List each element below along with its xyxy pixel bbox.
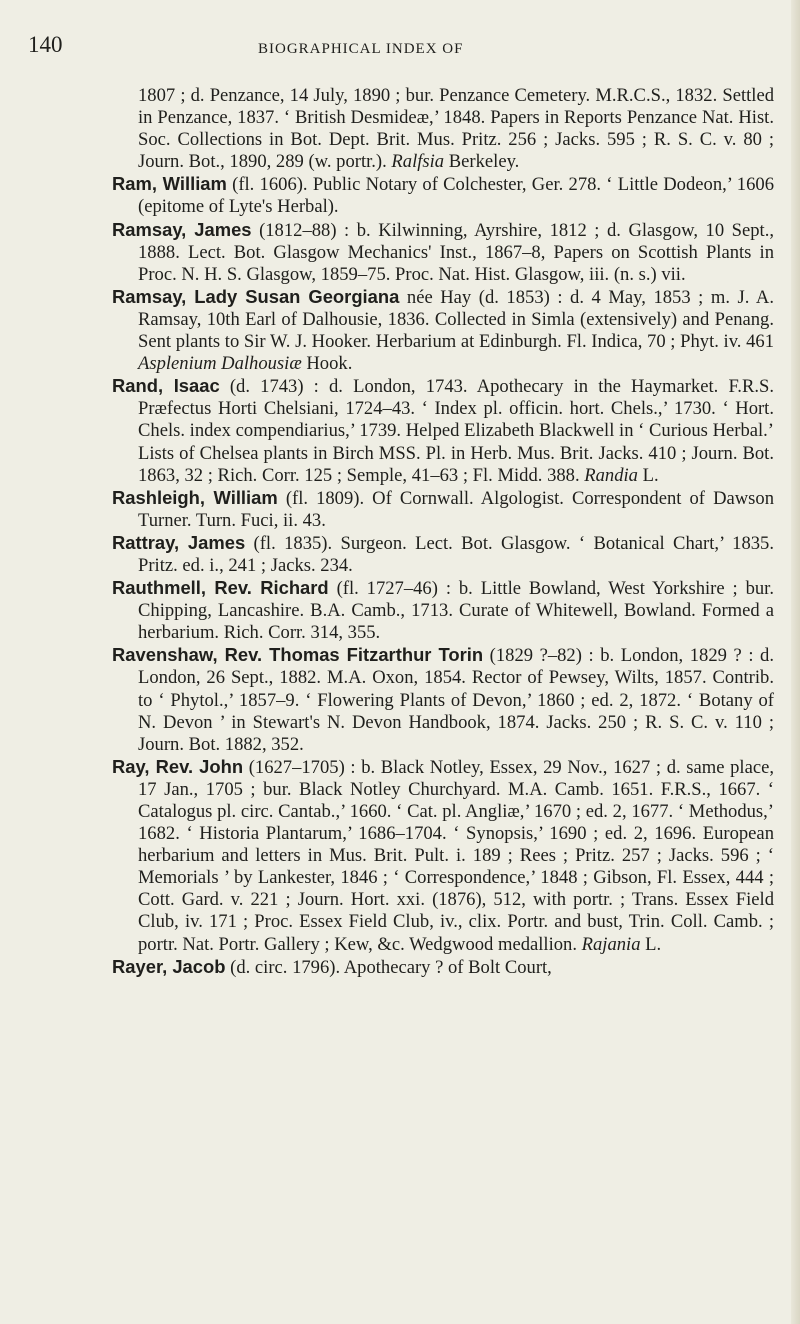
- running-header: BIOGRAPHICAL INDEX OF: [258, 41, 464, 57]
- entry-ravenshaw-thomas: Ravenshaw, Rev. Thomas Fitzarthur Torin (1829 ?–82) : b. London, 1829 ? : d. London, 26 Sept., 1882. M.A. Oxon, 1854. Rector of Pewsey, Wilts, 1857. Contrib. to ‘ Phytol.,’ 1857–9. ‘ Flowering Plants of Devon,’ 1860 ; ed. 2, 1872. ‘ Botany of N. Devon ’ in Stewart's N. Devon Handbook, 1874. Jacks. 250 ; R. S. C. v. 110 ; Journ. Bot. 1882, 352.: [112, 644, 774, 755]
- page-edge-shadow: [791, 0, 800, 1324]
- entry-name: Rattray, James: [112, 531, 246, 553]
- entry-list: [112, 85, 774, 979]
- entry-ramsay-susan: Ramsay, Lady Susan Georgiana née Hay (d. 1853) : d. 4 May, 1853 ; m. J. A. Ramsay, 10th Earl of Dalhousie, 1836. Collected in Simla (extensively) and Penang. Sent plants to Sir W. J. Hooker. Herbarium at Edinburgh. Fl. Indica, 70 ; Phyt. iv. 461 Asplenium Dalhousiæ Hook.: [112, 285, 774, 375]
- entry-rand-isaac: Rand, Isaac (d. 1743) : d. London, 1743. Apothecary in the Haymarket. F.R.S. Præfectus Horti Chelsiani, 1724–43. ‘ Index pl. officin. hort. Chels.,’ 1730. ‘ Hort. Chels. index compendiarius,’ 1739. Helped Elizabeth Blackwell in ‘ Curious Herbal.’ Lists of Chelsea plants in Birch MSS. Pl. in Herb. Mus. Brit. Jacks. 410 ; Journ. Bot. 1863, 32 ; Rich. Corr. 125 ; Semple, 41–63 ; Fl. Midd. 388. Randia L.: [112, 375, 774, 486]
- entry-rashleigh-william: Rashleigh, William (fl. 1809). Of Cornwall. Algologist. Correspondent of Dawson Turner. Turn. Fuci, ii. 43.: [112, 486, 775, 531]
- entry-name: Ray, Rev. John: [112, 755, 244, 777]
- entry-name: Ramsay, James: [112, 218, 252, 240]
- page-number: 140: [28, 32, 63, 57]
- entry-name: Rauthmell, Rev. Richard: [112, 577, 329, 599]
- entry-ray-john: Ray, Rev. John (1627–1705) : b. Black Notley, Essex, 29 Nov., 1627 ; d. same place, 17 Jan., 1705 ; bur. Black Notley Churchyard. M.A. Camb. 1651. F.R.S., 1667. ‘ Catalogus pl. circ. Cantab.,’ 1660. ‘ Cat. pl. Angliæ,’ 1670 ; ed. 2, 1677. ‘ Methodus,’ 1682. ‘ Historia Plantarum,’ 1686–1704. ‘ Synopsis,’ 1690 ; ed. 2, 1696. European herbarium and letters in Mus. Brit. Pult. i. 189 ; Rees ; Pritz. 257 ; Jacks. 596 ; ‘ Memorials ’ by Lankester, 1846 ; ‘ Correspondence,’ 1848 ; Gibson, Fl. Essex, 444 ; Cott. Gard. v. 221 ; Journ. Hort. xxi. (1876), 512, with portr. ; Trans. Essex Field Club, iv. 171 ; Proc. Essex Field Club, iv., clix. Portr. and bust, Trin. Coll. Camb. ; portr. Nat. Portr. Gallery ; Kew, &c. Wedgwood medallion. Rajania L.: [112, 755, 774, 955]
- entry-name: Rayer, Jacob: [112, 955, 226, 977]
- entry-ramsay-james: Ramsay, James (1812–88) : b. Kilwinning, Ayrshire, 1812 ; d. Glasgow, 10 Sept., 1888. Lect. Bot. Glasgow Mechanics' Inst., 1867–8, Papers on Scottish Plants in Proc. N. H. S. Glasgow, 1859–75. Proc. Nat. Hist. Glasgow, iii. (n. s.) vii.: [112, 218, 774, 285]
- entry-name: Ravenshaw, Rev. Thomas Fitzarthur Torin: [112, 644, 484, 666]
- entry-rayer-jacob: Rayer, Jacob (d. circ. 1796). Apothecary ? of Bolt Court,: [112, 955, 552, 978]
- entry-name: Rand, Isaac: [112, 375, 220, 397]
- entry-ram-william: Ram, William (fl. 1606). Public Notary of Colchester, Ger. 278. ‘ Little Dodeon,’ 1606 (epitome of Lyte's Herbal).: [112, 173, 774, 218]
- entry-continuation: 1807 ; d. Penzance, 14 July, 1890 ; bur. Penzance Cemetery. M.R.C.S., 1832. Settled in Penzance, 1837. ‘ British Desmideæ,’ 1848. Papers in Reports Penzance Nat. Hist. Soc. Collections in Bot. Dept. Brit. Mus. Pritz. 256 ; Jacks. 595 ; R. S. C. v. 80 ; Journ. Bot., 1890, 289 (w. portr.). Ralfsia Berkeley.: [138, 85, 774, 173]
- entry-rauthmell-richard: Rauthmell, Rev. Richard (fl. 1727–46) : b. Little Bowland, West Yorkshire ; bur. Chipping, Lancashire. B.A. Camb., 1713. Curate of Whitewell, Bowland. Formed a herbarium. Rich. Corr. 314, 355.: [112, 577, 774, 644]
- entry-name: Ram, William: [112, 173, 227, 195]
- entry-rattray-james: Rattray, James (fl. 1835). Surgeon. Lect. Bot. Glasgow. ‘ Botanical Chart,’ 1835. Pritz. ed. i., 241 ; Jacks. 234.: [112, 531, 775, 576]
- entry-name: Ramsay, Lady Susan Georgiana: [112, 285, 400, 307]
- entry-name: Rashleigh, William: [112, 486, 278, 508]
